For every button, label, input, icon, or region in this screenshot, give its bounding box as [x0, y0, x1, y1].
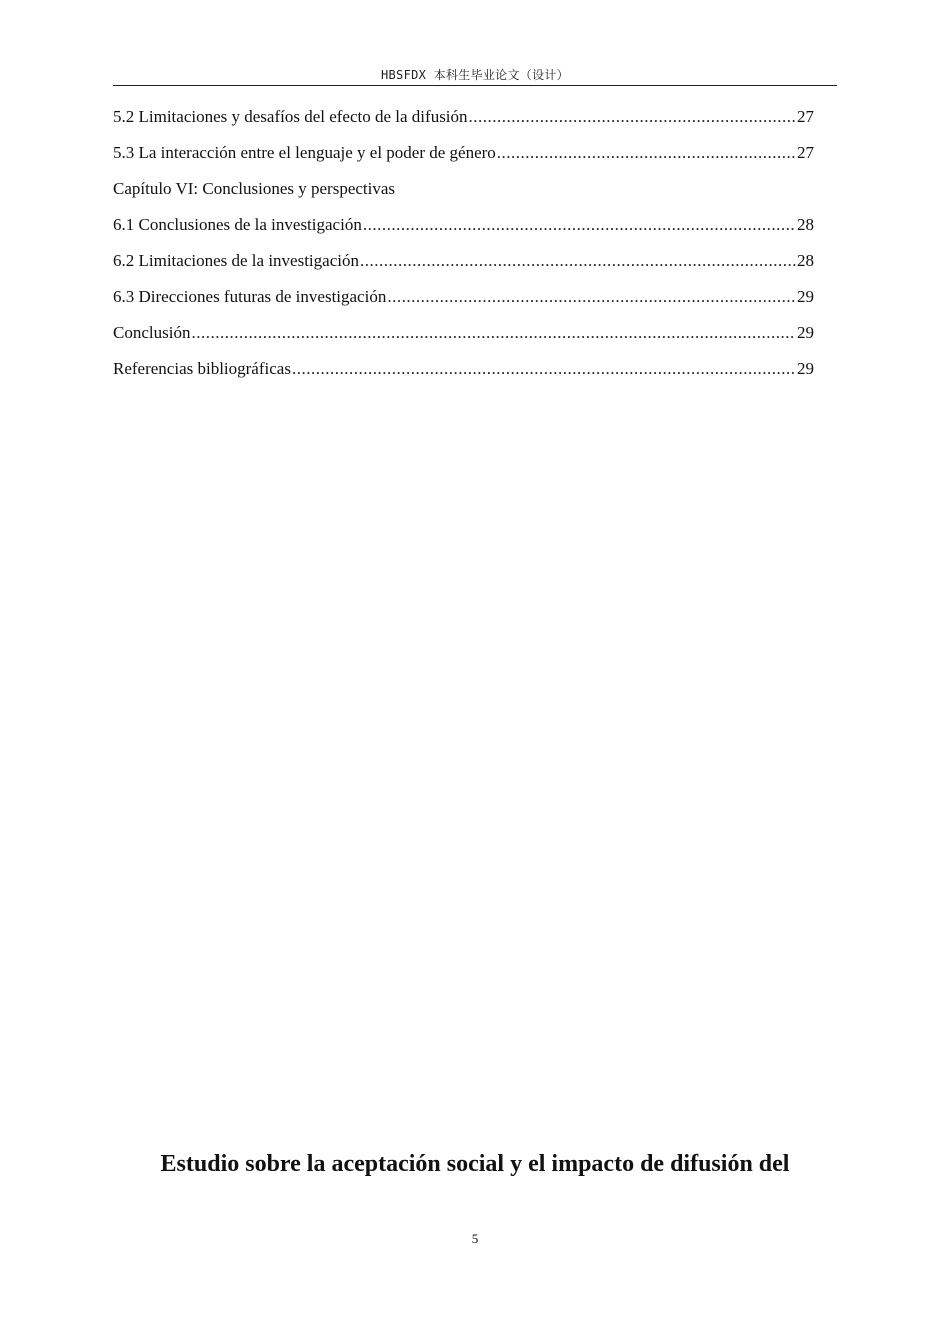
toc-entry-page: 28 [797, 251, 814, 270]
toc-dot-leader [292, 352, 796, 385]
table-of-contents [113, 100, 814, 388]
toc-entry-6-2[interactable] [113, 244, 814, 280]
toc-entry-chapter-6[interactable] [113, 172, 814, 208]
header-rule [113, 85, 837, 86]
toc-entry-6-1[interactable] [113, 208, 814, 244]
toc-entry-conclusion[interactable] [113, 316, 814, 352]
running-header: HBSFDX 本科生毕业论文（设计） [381, 68, 569, 82]
toc-entry-page: 29 [797, 359, 814, 378]
toc-entry-5-2[interactable] [113, 100, 814, 136]
toc-entry-5-3[interactable] [113, 136, 814, 172]
toc-dot-leader [497, 136, 796, 169]
toc-dot-leader [363, 208, 796, 241]
toc-entry-title: 5.3 La interacción entre el lenguaje y el poder de género [113, 143, 496, 162]
toc-dot-leader [469, 100, 796, 133]
toc-dot-leader [191, 316, 796, 349]
toc-entry-title: 6.1 Conclusiones de la investigación [113, 215, 362, 234]
toc-chapter-title: Capítulo VI: Conclusiones y perspectivas [113, 179, 396, 198]
toc-dot-leader [387, 280, 796, 313]
toc-entry-page: 29 [797, 323, 814, 342]
toc-entry-title: 6.3 Direcciones futuras de investigación [113, 287, 387, 306]
toc-entry-6-3[interactable] [113, 280, 814, 316]
toc-dot-leader [360, 244, 796, 277]
toc-entry-title: 5.2 Limitaciones y desafíos del efecto de la difusión [113, 107, 468, 126]
page-number: 5 [471, 1231, 479, 1246]
toc-entry-title: Conclusión [113, 323, 191, 342]
toc-entry-title: Referencias bibliográficas [113, 359, 291, 378]
toc-entry-page: 27 [797, 143, 814, 162]
toc-entry-references[interactable] [113, 352, 814, 388]
toc-entry-page: 27 [797, 107, 814, 126]
chapter-heading: Estudio sobre la aceptación social y el impacto de difusión del [160, 1151, 790, 1177]
toc-entry-page: 28 [797, 215, 814, 234]
toc-entry-page: 29 [797, 287, 814, 306]
toc-entry-title: 6.2 Limitaciones de la investigación [113, 251, 359, 270]
